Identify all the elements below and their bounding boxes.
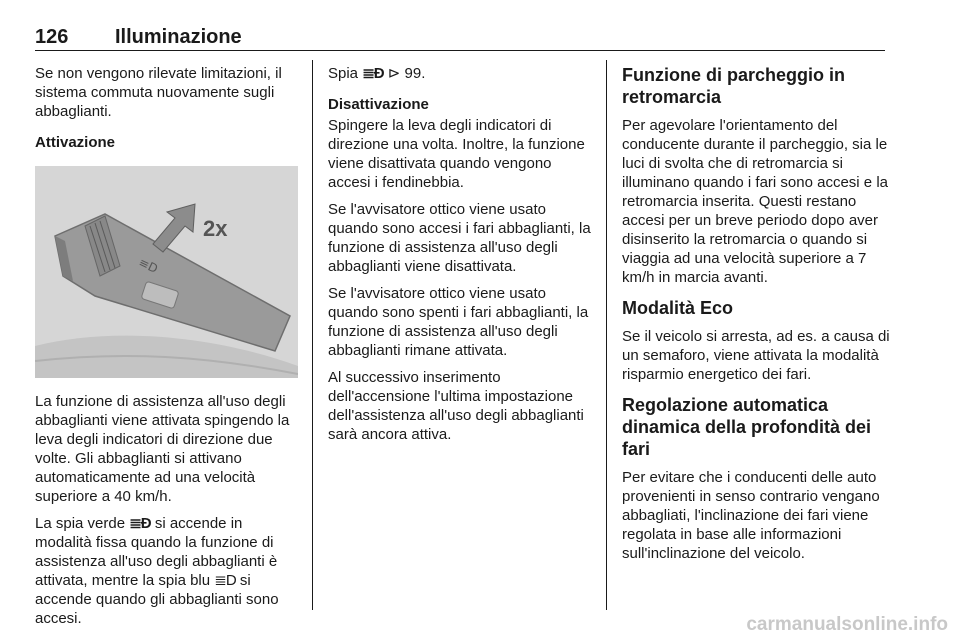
stalk-figure [35,166,298,378]
column-2 [328,64,592,452]
header-rule [35,50,885,51]
highbeam-assist-icon: ≣Ð [362,65,384,82]
col2-paragraph-3: Se l'avvisatore ottico viene usato quando sono spenti i fari abbaglianti, la funzione di assistenza all'uso degli abbaglianti rimane attivata. [328,285,589,359]
col1-p3-start: La spia verde [35,515,126,532]
col1-paragraph-1: Se non vengono rilevate limitazioni, il sistema commuta nuovamente sugli abbaglianti. [35,65,282,120]
column-3 [622,64,890,571]
chapter-title: Illuminazione [115,26,242,48]
heading-deactivation: Disattivazione [328,96,429,113]
heading-eco-mode: Modalità Eco [622,298,734,318]
column-divider-2 [606,60,607,610]
col1-p3-end: si accende quando gli abbaglianti sono accesi. [35,572,279,627]
col2-paragraph-2: Se l'avvisatore ottico viene usato quando sono accesi i fari abbaglianti, la funzione di assistenza all'uso degli abbaglianti viene disattivata. [328,201,591,275]
heading-dynamic-leveling: Regolazione automatica dinamica della profondità dei fari [622,395,872,459]
column-1 [35,64,300,636]
highbeam-assist-icon: ≣Ð [129,515,151,532]
svg-text:≡D: ≡D [136,255,161,276]
watermark: carmanualsonline.info [746,614,948,635]
page-number: 126 [35,26,69,48]
reference-arrow-icon[interactable]: ⊳ [387,65,401,82]
heading-parking-reverse: Funzione di parcheggio in retromarcia [622,65,845,107]
col1-p3-middle: si accende in modalità fissa quando la funzione di assistenza all'uso degli abbaglianti è attivata, mentre la spia blu [35,515,278,589]
spia-label: Spia [328,65,359,82]
column-divider-1 [312,60,313,610]
spia-page-ref[interactable]: 99. [404,65,426,82]
indicator-stalk-illustration [35,166,298,378]
col2-paragraph-1: Spingere la leva degli indicatori di direzione una volta. Inoltre, la funzione viene disattivata quando vengono accesi i fendinebbia. [328,117,585,191]
col2-paragraph-4: Al successivo inserimento dell'accensione l'ultima impostazione dell'assistenza all'uso degli abbaglianti sarà ancora attiva. [328,369,584,443]
heading-activation: Attivazione [35,134,116,151]
warning-light-reference [328,64,592,83]
push-count-label: 2x [203,216,228,241]
col1-paragraph-3 [35,514,300,628]
col3-paragraph-2: Se il veicolo si arresta, ad es. a causa di un semaforo, viene attivata la modalità risparmio energetico dei fari. [622,328,890,383]
page-header [35,26,885,50]
col1-paragraph-2: La funzione di assistenza all'uso degli abbaglianti viene attivata spingendo la leva degli indicatori di direzione due volte. Gli abbaglianti si attivano automaticamente ad una velocità superiore a 40 km/h. [35,393,290,505]
col3-paragraph-3: Per evitare che i conducenti delle auto provenienti in senso contrario vengano abbagliati, l'inclinazione dei fari viene regolata in base alle informazioni sull'inclinazione del veicolo. [622,469,880,562]
highbeam-icon: ≣D [214,572,236,589]
col3-paragraph-1: Per agevolare l'orientamento del conducente durante il parcheggio, sia le luci di svolta che di retromarcia si illuminano quando i fari sono accesi e la retromarcia inserita. Questi restano accesi per un breve periodo dopo aver disinserito la retromarcia o quando si viaggia ad una velocità superiore a 7 km/h in marcia avanti. [622,117,888,286]
